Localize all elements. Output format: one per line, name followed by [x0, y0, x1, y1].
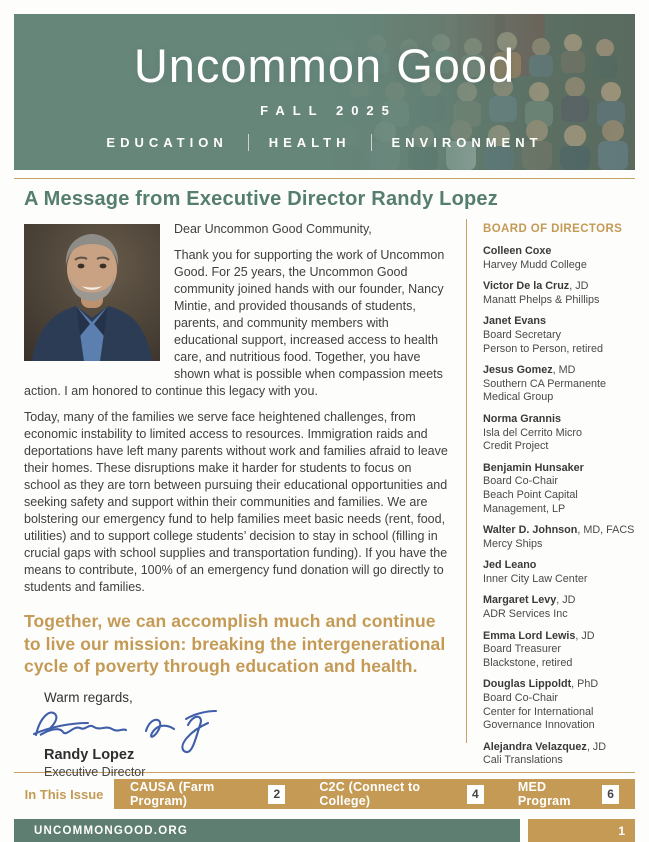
board-member: [483, 524, 635, 551]
board-member-name: Victor De la Cruz, JD: [483, 280, 589, 293]
board-member-name: Benjamin Hunsaker: [483, 461, 584, 474]
board-member-name: Jed Leano: [483, 559, 537, 572]
board-member-name: Colleen Coxe: [483, 245, 552, 257]
board-member-detail: Management, LP: [483, 502, 566, 515]
masthead-banner: [14, 14, 635, 170]
board-member: [483, 315, 635, 356]
board-member: [483, 364, 635, 405]
issue-items: [114, 779, 635, 809]
board-member-detail: Isla del Cerrito Micro: [483, 426, 582, 439]
signature-block: [44, 690, 448, 779]
board-member-detail: Blackstone, retired: [483, 656, 573, 669]
board-member-detail: Harvey Mudd College: [483, 258, 587, 271]
closing-line: Warm regards,: [44, 689, 133, 705]
issue-date: FALL 2025: [260, 102, 397, 118]
board-member: [483, 462, 635, 516]
board-member-detail: Governance Innovation: [483, 719, 595, 732]
issue-item[interactable]: [319, 780, 484, 808]
board-member-detail: ADR Services Inc: [483, 608, 568, 621]
board-member-name: Emma Lord Lewis, JD: [483, 629, 595, 642]
issue-item-page-number: 6: [602, 785, 619, 804]
article-column: [14, 219, 466, 779]
board-member-name: Margaret Levy, JD: [483, 594, 576, 607]
board-member: [483, 741, 635, 768]
board-member-detail: Board Co-Chair: [483, 475, 559, 488]
board-member-name: Alejandra Velazquez, JD: [483, 740, 607, 753]
board-member-detail: Medical Group: [483, 391, 554, 404]
board-member: [483, 594, 635, 621]
board-sidebar: [466, 219, 635, 767]
masthead-text: [14, 14, 635, 170]
pull-quote: Together, we can accomplish much and continue to live our mission: breaking the intergenerational cycle of poverty through education and health.: [24, 611, 446, 676]
board-member-detail: Beach Point Capital: [483, 488, 578, 501]
board-member-name: Jesus Gomez, MD: [483, 364, 576, 377]
board-member-detail: Board Secretary: [483, 328, 562, 341]
board-of-directors-heading: BOARD OF DIRECTORS: [483, 223, 623, 235]
tag-health: HEALTH: [248, 134, 371, 151]
board-member-name: Janet Evans: [483, 315, 547, 328]
article-title: A Message from Executive Director Randy Lopez: [24, 188, 498, 210]
board-member-name: Douglas Lippoldt, PhD: [483, 678, 599, 691]
issue-item-page-number: 2: [268, 785, 285, 804]
board-list: [483, 245, 635, 768]
board-member: [483, 280, 635, 307]
newsletter-title: Uncommon Good: [133, 38, 516, 92]
issue-item[interactable]: [518, 780, 619, 808]
issue-item-label: MED Program: [517, 780, 571, 808]
tag-education: EDUCATION: [106, 134, 228, 150]
board-member-detail: Southern CA Permanente: [483, 377, 607, 390]
board-member-detail: Inner City Law Center: [483, 572, 588, 585]
signer-name: Randy Lopez: [44, 746, 135, 763]
paragraph-1: Thank you for supporting the work of Uncommon Good. For 25 years, the Uncommon Good community joined hands with our founder, Nancy Mintie, and provided thousands of students, parents, and community members with educational support, increased access to health care, and nutritious food. Together, you have shown what is possible when compassion meets action. I am honored to continue this legacy with you.: [24, 248, 445, 398]
board-member-name: Norma Grannis: [483, 412, 561, 425]
board-member-detail: Cali Translations: [483, 754, 563, 767]
board-member-detail: Manatt Phelps & Phillips: [483, 293, 600, 306]
randy-lopez-portrait-photo: [24, 224, 160, 361]
salutation: Dear Uncommon Good Community,: [174, 222, 372, 236]
program-tags: [86, 134, 562, 151]
page-footer: [14, 819, 635, 842]
board-member: [483, 630, 635, 671]
board-member-detail: Person to Person, retired: [483, 342, 604, 355]
board-member: [483, 559, 635, 586]
in-this-issue-bar: [14, 779, 635, 809]
board-member-detail: Mercy Ships: [483, 537, 543, 550]
issue-item[interactable]: [130, 780, 285, 808]
board-member-name: Walter D. Johnson, MD, FACS: [483, 524, 635, 537]
board-member: [483, 413, 635, 454]
issue-item-label: CAUSA (Farm Program): [130, 780, 215, 808]
in-this-issue-label: In This Issue: [24, 786, 104, 802]
content-area: [14, 219, 635, 779]
tag-environment: ENVIRONMENT: [371, 134, 563, 151]
board-member-detail: Board Treasurer: [483, 643, 562, 656]
board-member: [483, 678, 635, 732]
issue-item-label: C2C (Connect to College): [319, 780, 421, 808]
board-member-detail: Center for International: [483, 705, 594, 718]
header-divider-rule: [14, 178, 635, 179]
paragraph-2: Today, many of the families we serve face heightened challenges, from economic instability to limited access to resources. Immigration raids and deportations have left many parents without work and families afraid to leave their homes. These disruptions make it harder for students to focus on school as they are torn between pursuing their educational opportunities and seeking safety and support within their communities and families. We are bolstering our emergency fund to help families meet basic needs (rent, food, utilities) and to support college students’ decision to stay in school (filling in crucial gaps with school supplies and transportation funding). If you have the means to contribute, 100% of an emergency fund donation will go directly to students and families.: [24, 410, 448, 594]
board-member-detail: Credit Project: [483, 440, 549, 453]
board-member: [483, 245, 635, 272]
website-url[interactable]: UNCOMMONGOOD.ORG: [14, 819, 520, 842]
issue-item-page-number: 4: [467, 785, 484, 804]
signer-title: Executive Director: [44, 764, 146, 779]
board-member-detail: Board Co-Chair: [483, 692, 559, 705]
page-number: 1: [528, 819, 635, 842]
